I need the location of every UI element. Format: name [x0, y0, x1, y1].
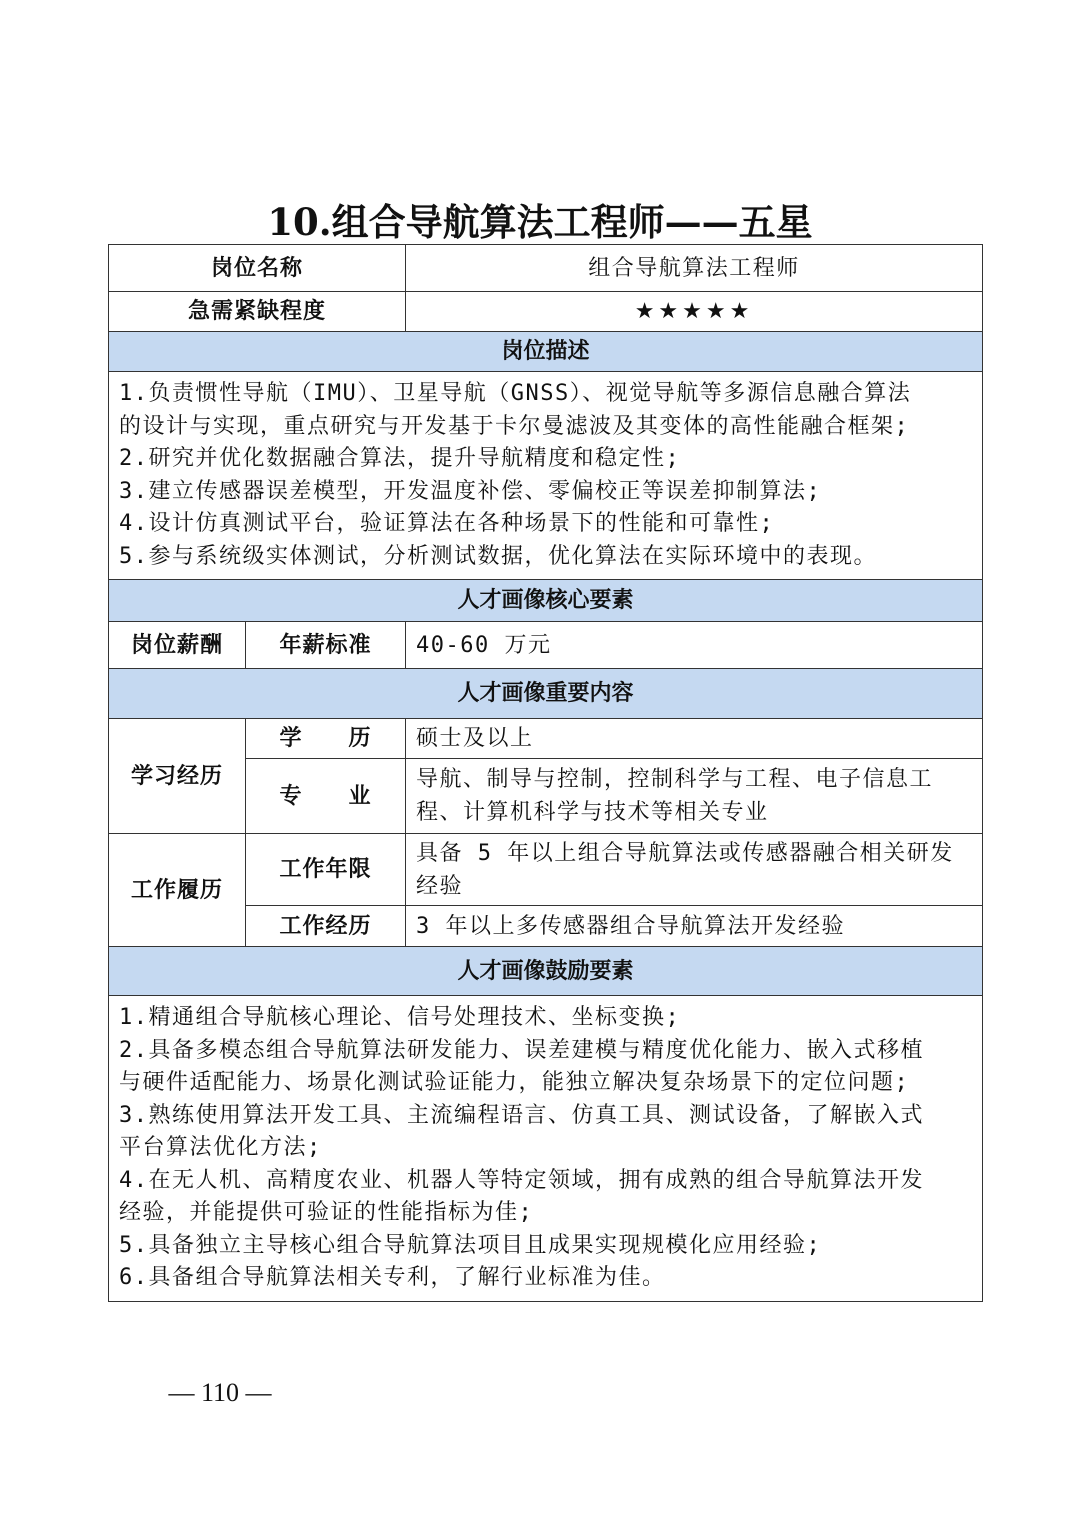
- job-profile-table: [108, 244, 983, 1302]
- years-row: [109, 834, 983, 906]
- important-header: 人才画像重要内容: [109, 669, 983, 719]
- description-body: [109, 372, 983, 580]
- job-name-label: 岗位名称: [109, 245, 406, 292]
- page-title: 10.组合导航算法工程师——五星: [267, 200, 813, 244]
- job-name-row: [109, 245, 983, 292]
- salary-row: [109, 622, 983, 669]
- years-value: [406, 834, 983, 906]
- encourage-line: 平台算法优化方法;: [119, 1135, 322, 1160]
- encourage-line: 2.具备多模态组合导航算法研发能力、误差建模与精度优化能力、嵌入式移植: [119, 1037, 924, 1063]
- encourage-line: 1.精通组合导航核心理论、信号处理技术、坐标变换;: [119, 1005, 681, 1030]
- years-label: 工作年限: [246, 834, 406, 906]
- experience-value: 3 年以上多传感器组合导航算法开发经验: [406, 906, 983, 947]
- core-header: 人才画像核心要素: [109, 580, 983, 622]
- job-name-value: 组合导航算法工程师: [406, 245, 983, 292]
- years-line: 经验: [416, 873, 464, 899]
- page-number: — 110 —: [168, 1378, 272, 1407]
- urgency-row: [109, 292, 983, 332]
- description-line: 4.设计仿真测试平台，验证算法在各种场景下的性能和可靠性;: [119, 511, 775, 536]
- encourage-line: 经验，并能提供可验证的性能指标为佳;: [119, 1200, 534, 1225]
- experience-label: 工作经历: [246, 906, 406, 947]
- encourage-header: 人才画像鼓励要素: [109, 947, 983, 996]
- description-line: 2.研究并优化数据融合算法，提升导航精度和稳定性;: [119, 446, 681, 471]
- salary-standard-label: 年薪标准: [246, 622, 406, 669]
- description-header: 岗位描述: [109, 332, 983, 372]
- encourage-body: [109, 996, 983, 1302]
- salary-value: 40-60 万元: [406, 622, 983, 669]
- urgency-stars: ★★★★★: [406, 292, 983, 332]
- description-line: 的设计与实现，重点研究与开发基于卡尔曼滤波及其变体的高性能融合框架;: [119, 413, 910, 439]
- encourage-line: 与硬件适配能力、场景化测试验证能力，能独立解决复杂场景下的定位问题;: [119, 1070, 910, 1095]
- major-value: [406, 759, 983, 834]
- major-label: 专 业: [246, 759, 406, 834]
- major-line: 导航、制导与控制，控制科学与工程、电子信息工: [416, 767, 934, 792]
- education-label: 学习经历: [109, 719, 246, 834]
- degree-label: 学 历: [246, 719, 406, 759]
- major-line: 程、计算机科学与技术等相关专业: [416, 800, 769, 825]
- description-line: 5.参与系统级实体测试，分析测试数据，优化算法在实际环境中的表现。: [119, 543, 877, 569]
- salary-label: 岗位薪酬: [109, 622, 246, 669]
- encourage-line: 5.具备独立主导核心组合导航算法项目且成果实现规模化应用经验;: [119, 1232, 822, 1258]
- encourage-line: 4.在无人机、高精度农业、机器人等特定领域，拥有成熟的组合导航算法开发: [119, 1167, 924, 1193]
- description-line: 3.建立传感器误差模型，开发温度补偿、零偏校正等误差抑制算法;: [119, 478, 822, 504]
- work-history-label: 工作履历: [109, 834, 246, 947]
- years-line: 具备 5 年以上组合导航算法或传感器融合相关研发: [416, 840, 954, 866]
- degree-row: [109, 719, 983, 759]
- urgency-label: 急需紧缺程度: [109, 292, 406, 332]
- encourage-line: 3.熟练使用算法开发工具、主流编程语言、仿真工具、测试设备，了解嵌入式: [119, 1102, 924, 1128]
- description-line: 1.负责惯性导航（IMU）、卫星导航（GNSS）、视觉导航等多源信息融合算法: [119, 381, 912, 406]
- encourage-line: 6.具备组合导航算法相关专利，了解行业标准为佳。: [119, 1265, 666, 1290]
- degree-value: 硕士及以上: [406, 719, 983, 759]
